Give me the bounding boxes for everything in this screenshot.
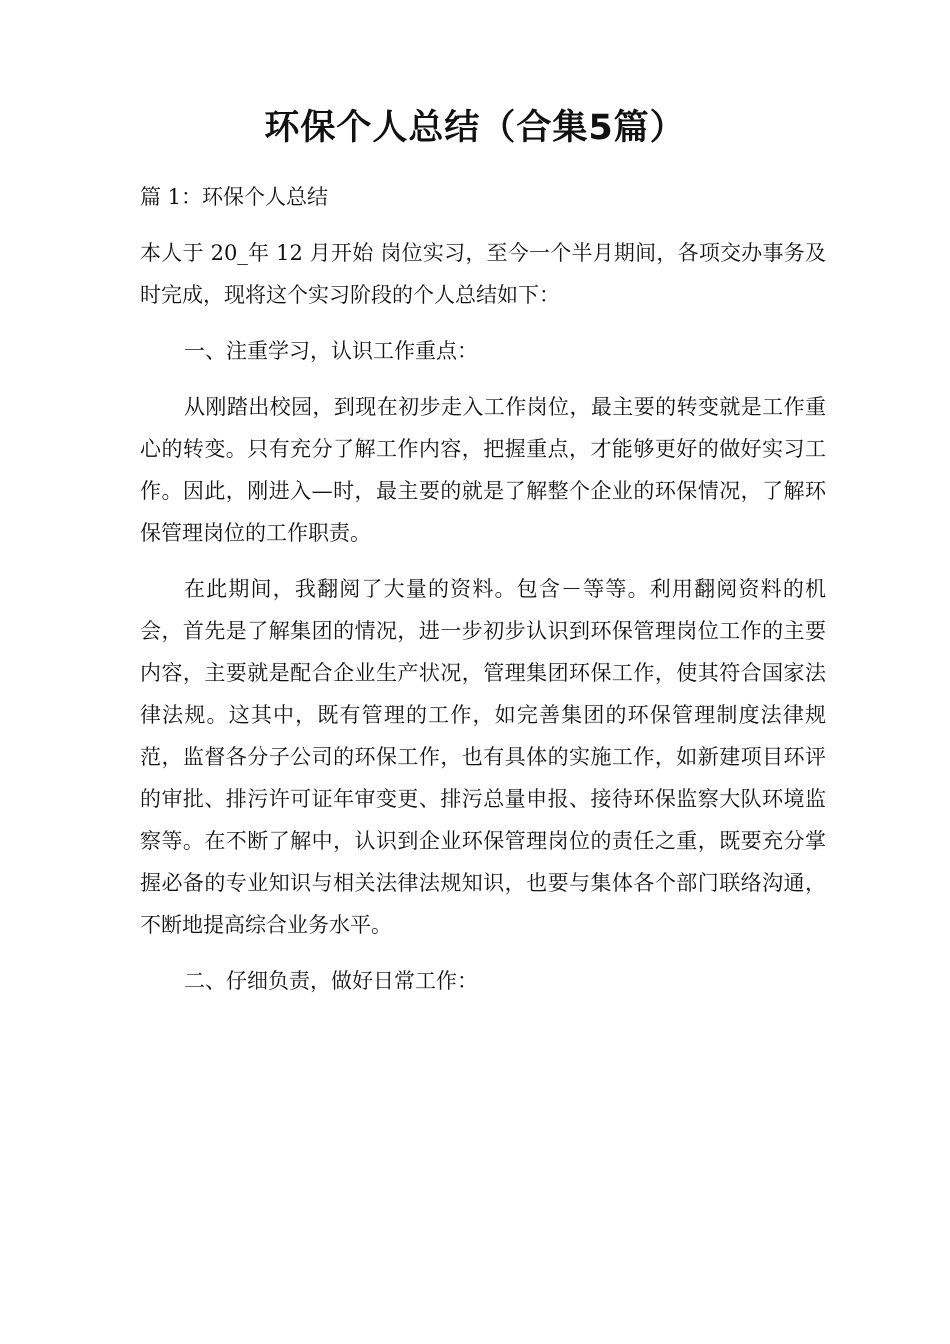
paragraph-2: 在此期间，我翻阅了大量的资料。包含－等等。利用翻阅资料的机会，首先是了解集团的情况，进一步初步认识到环保管理岗位工作的主要内容，主要就是配合企业生产状况，管理集团环保工作，使其符合国家法律法规。这其中，既有管理的工作，如完善集团的环保管理制度法律规范，监督各分子公司的环保工作，也有具体的实施工作，如新建项目环评的审批、排污许可证年审变更、排污总量申报、接待环保监察大队环境监察等。在不断了解中，认识到企业环保管理岗位的责任之重，既要充分掌握必备的专业知识与相关法律法规知识，也要与集体各个部门联络沟通，不断地提高综合业务水平。 bbox=[140, 577, 826, 937]
section-heading-1: 一、注重学习，认识工作重点： bbox=[184, 339, 478, 363]
intro-paragraph: 本人于 20_年 12 月开始 岗位实习，至今一个半月期间，各项交办事务及时完成，现将这个实习阶段的个人总结如下： bbox=[140, 241, 826, 307]
section-label: 篇 1：环保个人总结 bbox=[140, 185, 329, 209]
paragraph-1: 从刚踏出校园，到现在初步走入工作岗位，最主要的转变就是工作重心的转变。只有充分了解工作内容，把握重点，才能够更好的做好实习工作。因此，刚进入—时，最主要的就是了解整个企业的环保情况，了解环保管理岗位的工作职责。 bbox=[140, 395, 826, 545]
section-heading-2: 二、仔细负责，做好日常工作： bbox=[184, 969, 478, 993]
document-body bbox=[140, 176, 826, 1016]
document-title: 环保个人总结（合集5篇） bbox=[264, 108, 686, 148]
